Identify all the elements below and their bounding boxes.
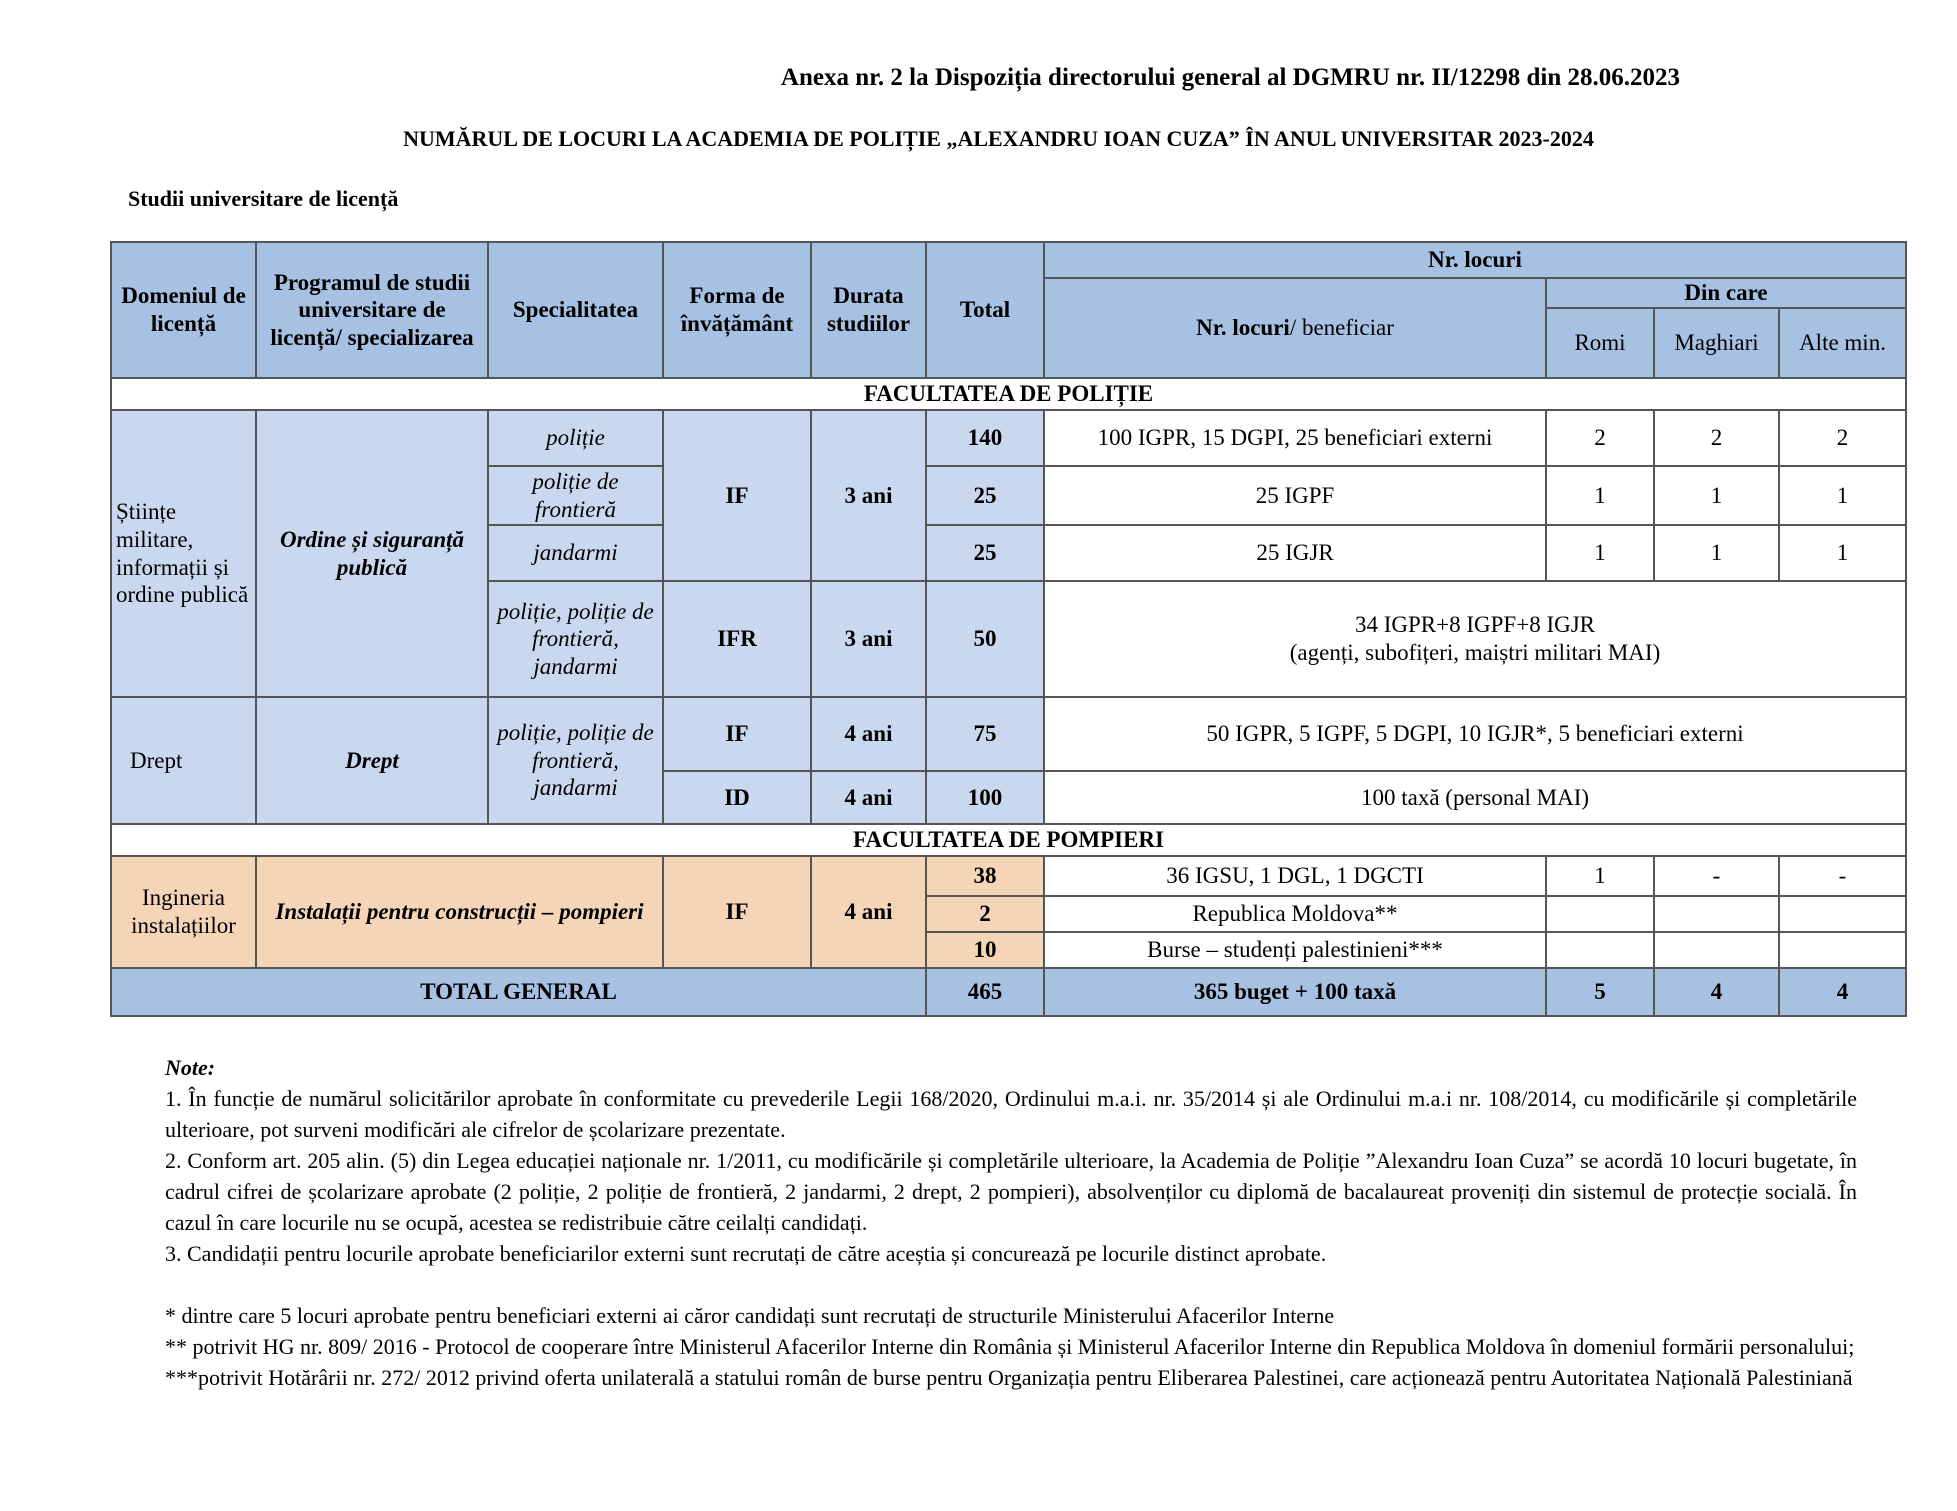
alte-cell: 2: [1779, 410, 1906, 466]
notes-title: Note:: [165, 1055, 216, 1080]
maghiari-cell: 2: [1654, 410, 1779, 466]
col-header-durata: Durata studiilor: [811, 242, 926, 378]
alte-cell: 1: [1779, 466, 1906, 525]
beneficiar-cell: 25 IGJR: [1044, 525, 1546, 581]
note-item: 3. Candidații pentru locurile aprobate beneficiarilor externi sunt recrutați de către aceștia și concurează pe locurile distinct aprobate.: [165, 1241, 1327, 1266]
total-cell: 38: [926, 856, 1044, 896]
romi-cell: [1546, 932, 1654, 968]
total-general-beneficiar: 365 buget + 100 taxă: [1044, 968, 1546, 1016]
faculty-row: [111, 824, 1906, 856]
maghiari-cell: [1654, 932, 1779, 968]
total-cell: 100: [926, 771, 1044, 824]
total-cell: 140: [926, 410, 1044, 466]
domeniu-cell: Științe militare, informații și ordine publică: [111, 410, 256, 697]
specialitate-cell: poliție: [488, 410, 663, 466]
faculty-row: [111, 378, 1906, 410]
total-cell: 25: [926, 466, 1044, 525]
total-cell: 25: [926, 525, 1044, 581]
col-header-alte: Alte min.: [1779, 308, 1906, 378]
beneficiar-cell: 50 IGPR, 5 IGPF, 5 DGPI, 10 IGJR*, 5 beneficiari externi: [1044, 697, 1906, 771]
durata-cell: 4 ani: [811, 697, 926, 771]
section-subtitle: Studii universitare de licență: [128, 186, 399, 211]
note-item: 1. În funcție de numărul solicitărilor aprobate în conformitate cu prevederile Legii 168/2020, Ordinului m.a.i. nr. 35/2014 și ale Ordinului m.a.i nr. 108/2014, cu modificările și completările ulterioare, pot surveni modificări ale cifrelor de școlarizare prezentate.: [165, 1086, 1857, 1142]
alte-cell: [1779, 896, 1906, 932]
col-header-forma: Forma de învățământ: [663, 242, 811, 378]
maghiari-cell: [1654, 896, 1779, 932]
table-row: [111, 410, 1906, 466]
forma-cell: ID: [663, 771, 811, 824]
alte-cell: -: [1779, 856, 1906, 896]
footnote: ** potrivit HG nr. 809/ 2016 - Protocol de cooperare între Ministerul Afacerilor Interne din România și Ministerul Afacerilor Interne din Republica Moldova în domeniul formării personalului;: [165, 1334, 1855, 1359]
specialitate-cell: jandarmi: [488, 525, 663, 581]
total-general-total: 465: [926, 968, 1044, 1016]
beneficiar-cell: 36 IGSU, 1 DGL, 1 DGCTI: [1044, 856, 1546, 896]
table-row: [111, 697, 1906, 771]
program-cell: Ordine și siguranță publică: [256, 410, 488, 697]
total-cell: 75: [926, 697, 1044, 771]
alte-cell: [1779, 932, 1906, 968]
col-header-nr-locuri: Nr. locuri: [1044, 242, 1906, 278]
romi-cell: 2: [1546, 410, 1654, 466]
domeniu-cell: Ingineria instalațiilor: [111, 856, 256, 968]
total-general-row: [111, 968, 1906, 1016]
romi-cell: 1: [1546, 525, 1654, 581]
program-cell: Drept: [256, 697, 488, 824]
beneficiar-cell: Republica Moldova**: [1044, 896, 1546, 932]
total-general-maghiari: 4: [1654, 968, 1779, 1016]
forma-cell: IFR: [663, 581, 811, 697]
forma-cell: IF: [663, 697, 811, 771]
footnote: ***potrivit Hotărârii nr. 272/ 2012 privind oferta unilaterală a statului român de burse pentru Organizația pentru Eliberarea Palestinei, care acționează pentru Autoritatea Națională Palestiniană: [165, 1365, 1853, 1390]
romi-cell: [1546, 896, 1654, 932]
col-header-maghiari: Maghiari: [1654, 308, 1779, 378]
note-item: 2. Conform art. 205 alin. (5) din Legea educației naționale nr. 1/2011, cu modificările și completările ulterioare, la Academia de Poliție ”Alexandru Ioan Cuza” se acordă 10 locuri bugetate, în cadrul cifrei de școlarizare aprobate (2 poliție, 2 poliție de frontieră, 2 jandarmi, 2 drept, 2 pompieri), absolvenților cu diplomă de bacalaureat proveniți din sistemul de protecție socială. În cazul în care locurile nu se ocupă, acestea se redistribuie către ceilalți candidați.: [165, 1148, 1857, 1235]
beneficiar-cell: 34 IGPR+8 IGPF+8 IGJR (agenți, subofițeri, maiștri militari MAI): [1044, 581, 1906, 697]
maghiari-cell: -: [1654, 856, 1779, 896]
beneficiar-cell: 100 IGPR, 15 DGPI, 25 beneficiari externi: [1044, 410, 1546, 466]
domeniu-cell: Drept: [111, 697, 256, 824]
total-cell: 10: [926, 932, 1044, 968]
specialitate-cell: poliție, poliție de frontieră, jandarmi: [488, 697, 663, 824]
alte-cell: 1: [1779, 525, 1906, 581]
total-cell: 50: [926, 581, 1044, 697]
col-header-specialitate: Specialitatea: [488, 242, 663, 378]
durata-cell: 4 ani: [811, 771, 926, 824]
col-header-total: Total: [926, 242, 1044, 378]
col-header-domeniu: Domeniul de licență: [111, 242, 256, 378]
specialitate-cell: poliție de frontieră: [488, 466, 663, 525]
faculty-name: FACULTATEA DE POLIȚIE: [111, 378, 1906, 410]
col-header-din-care: Din care: [1546, 278, 1906, 308]
romi-cell: 1: [1546, 856, 1654, 896]
program-cell: Instalații pentru construcții – pompieri: [256, 856, 663, 968]
total-cell: 2: [926, 896, 1044, 932]
maghiari-cell: 1: [1654, 466, 1779, 525]
beneficiar-cell: 25 IGPF: [1044, 466, 1546, 525]
places-table: [110, 241, 1907, 1017]
table-row: [111, 856, 1906, 896]
document-title: NUMĂRUL DE LOCURI LA ACADEMIA DE POLIȚIE „ALEXANDRU IOAN CUZA” ÎN ANUL UNIVERSITAR 2023-2024: [403, 126, 1594, 151]
beneficiar-cell: 100 taxă (personal MAI): [1044, 771, 1906, 824]
notes-section: [165, 1052, 1857, 1393]
maghiari-cell: 1: [1654, 525, 1779, 581]
annex-reference: Anexa nr. 2 la Dispoziția directorului general al DGMRU nr. II/12298 din 28.06.2023: [780, 64, 1680, 91]
durata-cell: 3 ani: [811, 410, 926, 581]
total-general-label: TOTAL GENERAL: [111, 968, 926, 1016]
total-general-romi: 5: [1546, 968, 1654, 1016]
faculty-name: FACULTATEA DE POMPIERI: [111, 824, 1906, 856]
forma-cell: IF: [663, 856, 811, 968]
total-general-alte: 4: [1779, 968, 1906, 1016]
durata-cell: 4 ani: [811, 856, 926, 968]
romi-cell: 1: [1546, 466, 1654, 525]
col-header-program: Programul de studii universitare de licență/ specializarea: [256, 242, 488, 378]
durata-cell: 3 ani: [811, 581, 926, 697]
forma-cell: IF: [663, 410, 811, 581]
beneficiar-cell: Burse – studenți palestinieni***: [1044, 932, 1546, 968]
col-header-romi: Romi: [1546, 308, 1654, 378]
specialitate-cell: poliție, poliție de frontieră, jandarmi: [488, 581, 663, 697]
footnote: * dintre care 5 locuri aprobate pentru beneficiari externi ai căror candidați sunt recrutați de structurile Ministerului Afacerilor Interne: [165, 1303, 1335, 1328]
col-header-beneficiar: Nr. locuri/ beneficiar: [1044, 278, 1546, 378]
